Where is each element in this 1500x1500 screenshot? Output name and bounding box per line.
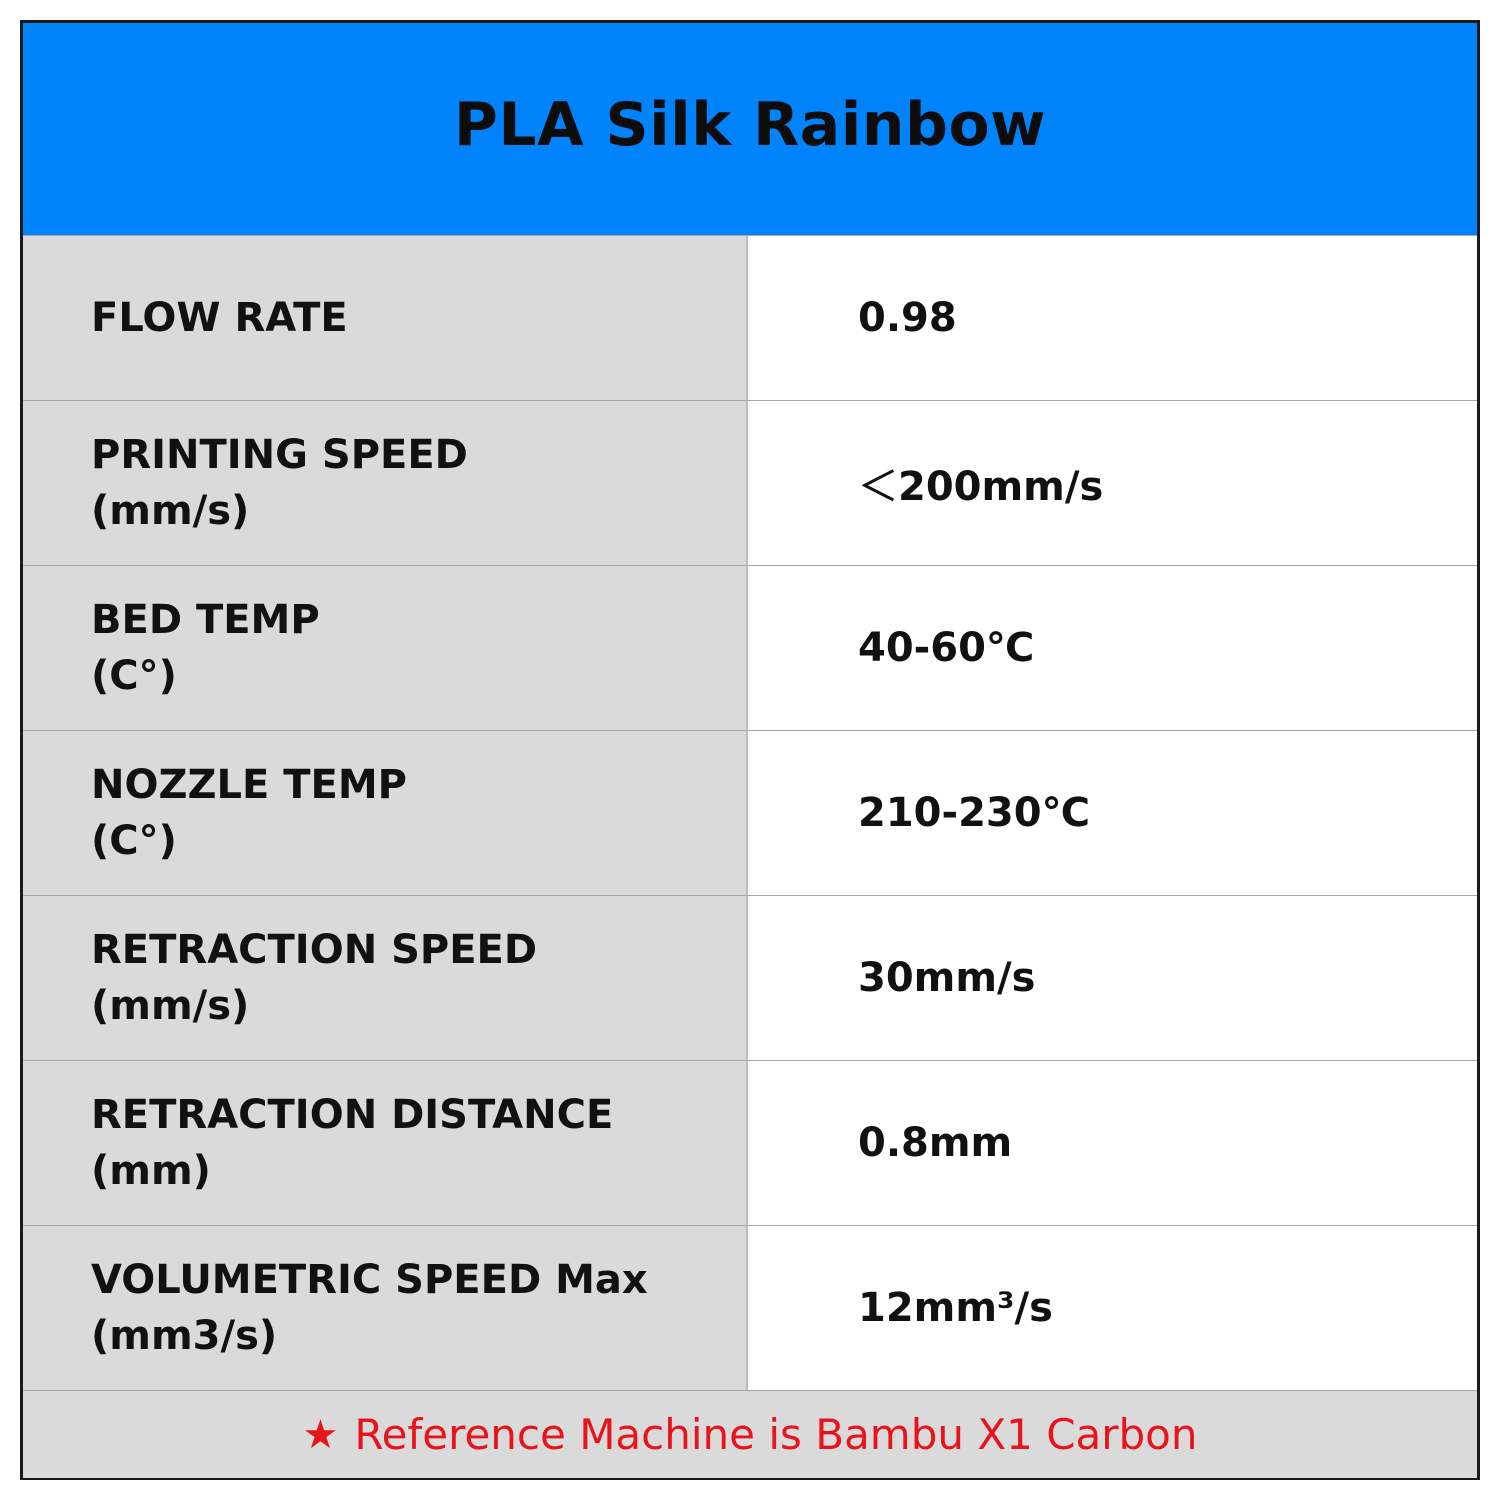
- row-value: 12mm³/s: [858, 1285, 1053, 1331]
- row-value: 0.98: [858, 295, 957, 341]
- row-label: RETRACTION SPEED: [91, 927, 538, 973]
- title-banner: [23, 23, 1477, 235]
- row-value: 0.8mm: [858, 1120, 1013, 1166]
- table-row: [23, 235, 1477, 400]
- spec-sheet: [20, 20, 1480, 1480]
- row-value-cell: [748, 731, 1477, 895]
- row-label: NOZZLE TEMP: [91, 762, 407, 808]
- table-row: [23, 1225, 1477, 1390]
- row-unit: (C°): [91, 818, 177, 864]
- row-unit: (mm/s): [91, 983, 250, 1029]
- row-value-cell: [748, 1061, 1477, 1225]
- row-value-cell: [748, 236, 1477, 400]
- row-label-cell: [23, 1226, 748, 1390]
- row-value: 40-60℃: [858, 625, 1035, 671]
- star-icon: ★: [302, 1411, 339, 1458]
- row-unit: (mm3/s): [91, 1313, 278, 1359]
- row-unit: (C°): [91, 653, 177, 699]
- footer-text: Reference Machine is Bambu X1 Carbon: [354, 1410, 1198, 1459]
- row-label: RETRACTION DISTANCE: [91, 1092, 614, 1138]
- row-label-cell: [23, 1061, 748, 1225]
- row-value-cell: [748, 1226, 1477, 1390]
- row-label-cell: [23, 401, 748, 565]
- row-label: PRINTING SPEED: [91, 432, 468, 478]
- row-value-cell: [748, 566, 1477, 730]
- row-label: FLOW RATE: [91, 295, 348, 341]
- row-value-cell: [748, 896, 1477, 1060]
- spec-table: [23, 235, 1477, 1390]
- table-row: [23, 895, 1477, 1060]
- row-value: ＜200mm/s: [858, 463, 1104, 510]
- row-label: BED TEMP: [91, 597, 320, 643]
- footer-note: [23, 1390, 1477, 1478]
- table-row: [23, 1060, 1477, 1225]
- row-label-cell: [23, 896, 748, 1060]
- page-title: PLA Silk Rainbow: [453, 90, 1047, 160]
- row-label: VOLUMETRIC SPEED Max: [91, 1257, 648, 1303]
- row-label-cell: [23, 566, 748, 730]
- row-label-cell: [23, 236, 748, 400]
- row-value-cell: [748, 401, 1477, 565]
- row-label-cell: [23, 731, 748, 895]
- table-row: [23, 730, 1477, 895]
- row-value: 30mm/s: [858, 955, 1036, 1001]
- row-unit: (mm): [91, 1148, 211, 1194]
- row-value: 210-230℃: [858, 790, 1091, 836]
- row-unit: (mm/s): [91, 488, 250, 534]
- table-row: [23, 400, 1477, 565]
- table-row: [23, 565, 1477, 730]
